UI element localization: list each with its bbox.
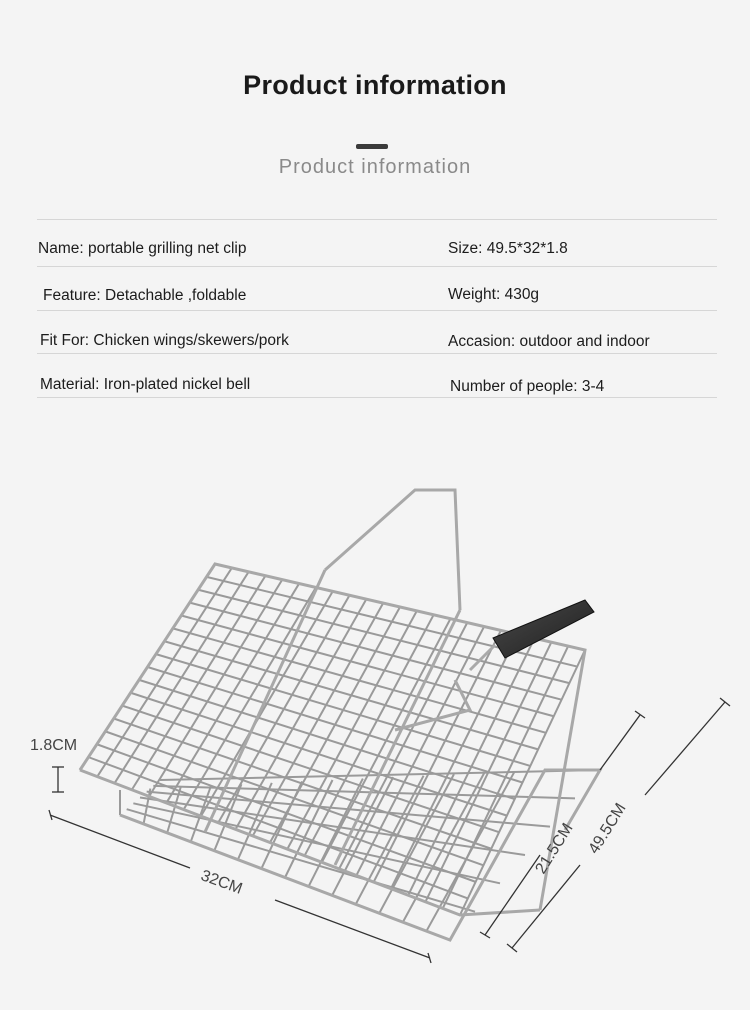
grill-basket-illustration <box>0 470 750 1005</box>
spec-people: Number of people: 3-4 <box>450 378 605 395</box>
dimension-height-label: 1.8CM <box>30 737 78 754</box>
product-figure <box>0 470 750 1005</box>
wire <box>148 667 523 783</box>
wire <box>156 654 530 766</box>
row-divider <box>37 266 717 267</box>
row-divider <box>37 310 717 311</box>
title-divider <box>356 144 388 149</box>
spec-material: Material: Iron-plated nickel bell <box>40 376 251 393</box>
wire <box>88 757 467 898</box>
dimension-total-length-label: 49.5CM <box>585 800 630 857</box>
spec-fit-for: Fit For: Chicken wings/skewers/pork <box>40 332 289 349</box>
table-bottom-line <box>37 397 717 398</box>
page-subtitle: Product information <box>278 156 472 178</box>
wire <box>131 693 507 816</box>
spec-name: Name: portable grilling net clip <box>38 240 247 257</box>
spec-size: Size: 49.5*32*1.8 <box>448 240 568 257</box>
handle <box>470 600 594 670</box>
dimension-basket-length-label: 21.5CM <box>532 820 577 877</box>
wire <box>97 744 476 882</box>
row-divider <box>37 353 717 354</box>
spec-feature: Feature: Detachable ,foldable <box>43 287 247 304</box>
dimension-lines <box>49 698 730 963</box>
spec-occasion: Accasion: outdoor and indoor <box>448 333 650 350</box>
page-title: Product information <box>243 70 507 100</box>
wire <box>139 680 515 799</box>
wire-mesh <box>80 564 600 940</box>
dimension-width-label: 32CM <box>198 867 245 898</box>
table-top-line <box>37 219 717 220</box>
spec-weight: Weight: 430g <box>448 286 540 303</box>
